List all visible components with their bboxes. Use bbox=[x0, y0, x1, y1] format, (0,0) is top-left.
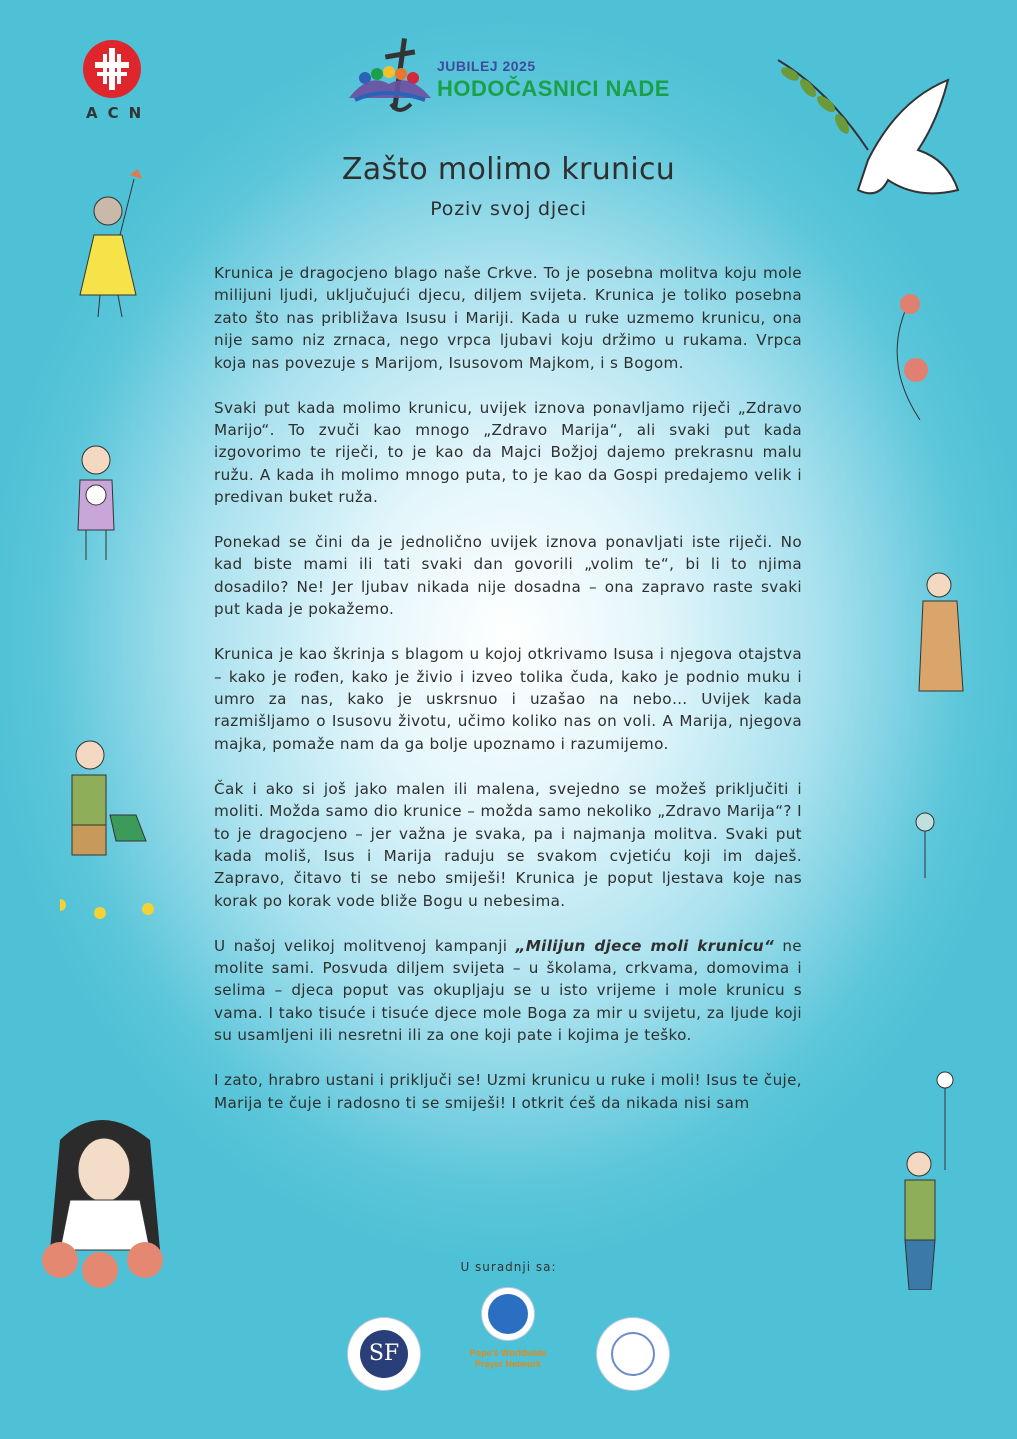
globe-icon bbox=[488, 1294, 528, 1334]
paragraph-7: I zato, hrabro ustani i priključi se! Uzmi krunicu u ruke i moli! Isus te čuje, Marija te čuje i radosno ti se smiješi! I otkrit ćeš da nikada nisi sam bbox=[214, 1071, 802, 1112]
acn-cross-icon bbox=[83, 40, 141, 98]
paragraph-2: Svaki put kada molimo krunicu, uvijek iznova ponavljamo riječi „Zdravo Marijo“. To zvuči kao mnogo „Zdravo Marija“, ali svaki put kada izgovorimo te riječi, to je kao da Majci Božjoj dajemo prekrasnu malu ružu. A kada ih molimo mnogo puta, to je kao da Gospi predajemo velik i predivan buket ruža. bbox=[214, 398, 802, 507]
page-title: Zašto molimo krunicu bbox=[341, 152, 676, 187]
jubilee-pilgrims-icon bbox=[345, 38, 435, 118]
paragraph-3: Ponekad se čini da je jednolično uvijek iznova ponavljati iste riječi. No kad biste mami ili tati svaki dan govorili „volim te“, bi li to njima dosadilo? Ne! Jer ljubav nikada nije dosadna – ona zapravo raste svaki put kada je pokažemo. bbox=[214, 533, 802, 619]
poppy-flower-icon bbox=[880, 290, 950, 420]
paragraph-4: Krunica je kao škrinja s blagom u kojoj otkrivamo Isusa i njegova otajstva – kako je rođen, kako je živio i izveo tolika čuda, kako je podnio muku i umro za nas, kako je uskrsnuo i uzašao na nebo… Uvijek kada razmišljamo o Isusovu životu, učimo koliko nas on voli. A Marija, njegova majka, pomaže nam da ga bolje upoznamo i razumijemo. bbox=[214, 645, 802, 753]
collaboration-label: U suradnji sa: bbox=[460, 1260, 557, 1274]
paragraph-6-rest: ne molite sami. Posvuda diljem svijeta – u školama, crkvama, domovima i selima – djeca poput vas okupljaju se u isto vrijeme i mole krunicu s vama. I tako tisuće i tisuće djece mole Boga za mir u svijetu, za ljude koji su usamljeni ili nesretni ili za one koji pate i kojima je teško. bbox=[214, 936, 802, 1045]
sf-logo-mark: SF bbox=[360, 1330, 408, 1378]
acn-label: ACN bbox=[86, 104, 152, 122]
sf-foundation-logo bbox=[348, 1318, 420, 1390]
child-with-lamb-illustration bbox=[66, 440, 126, 570]
dove-with-olive-branch-icon bbox=[768, 40, 968, 240]
girl-with-kite-illustration bbox=[70, 165, 160, 325]
jubilee-year-label: JUBILEJ 2025 bbox=[437, 58, 536, 74]
paragraph-1: Krunica je dragocjeno blago naše Crkve. To je posebna molitva koju mole milijuni ljudi, uključujući djecu, diljem svijeta. Krunica je toliko posebna zato što nas približava Isusu i Mariji. Kada u ruke uzmemo krunicu, ona nije samo niz zrnaca, nego vrpca ljubavi koju držimo u rukama. Vrpca koja nas povezuje s Marijom, Isusovom Majkom, i s Bogom. bbox=[214, 264, 802, 372]
acn-logo bbox=[78, 40, 152, 122]
paragraph-6 bbox=[214, 935, 802, 1047]
praying-hands-icon bbox=[611, 1332, 655, 1376]
one-world-prayer-logo bbox=[597, 1318, 669, 1390]
boy-watering-flowers-illustration bbox=[60, 735, 170, 935]
jubilee-title: HODOČASNICI NADE bbox=[437, 76, 670, 101]
page-subtitle: Poziv svoj djeci bbox=[430, 198, 587, 220]
paragraph-5: Čak i ako si još jako malen ili malena, svejedno se možeš priključiti i moliti. Možda samo dio krunice – možda samo nekoliko „Zdravo Marija“? I to je dragocjeno – jer važna je svaka, pa i najmanja molitva. Svaki put kada moliš, Isus i Marija raduju se svakom cvjetiću koji im daješ. Zapravo, čitavo ti se nebo smiješi! Krunica je poput ljestava koje nas korak po korak vode bliže Bogu u nebesima. bbox=[214, 779, 802, 910]
campaign-name: „Milijun djece moli krunicu“ bbox=[515, 936, 775, 955]
small-flower-icon bbox=[900, 810, 950, 880]
pwpn-logo bbox=[482, 1288, 534, 1340]
jubilee-logo bbox=[345, 38, 685, 118]
paragraph-6-intro: U našoj velikoj molitvenoj kampanji bbox=[214, 936, 516, 955]
sower-man-illustration bbox=[905, 565, 975, 705]
pwpn-logo-text: Pope's Worldwide Prayer Network bbox=[469, 1348, 547, 1369]
child-holding-flower-illustration bbox=[895, 1070, 975, 1290]
article-body bbox=[214, 262, 802, 1137]
